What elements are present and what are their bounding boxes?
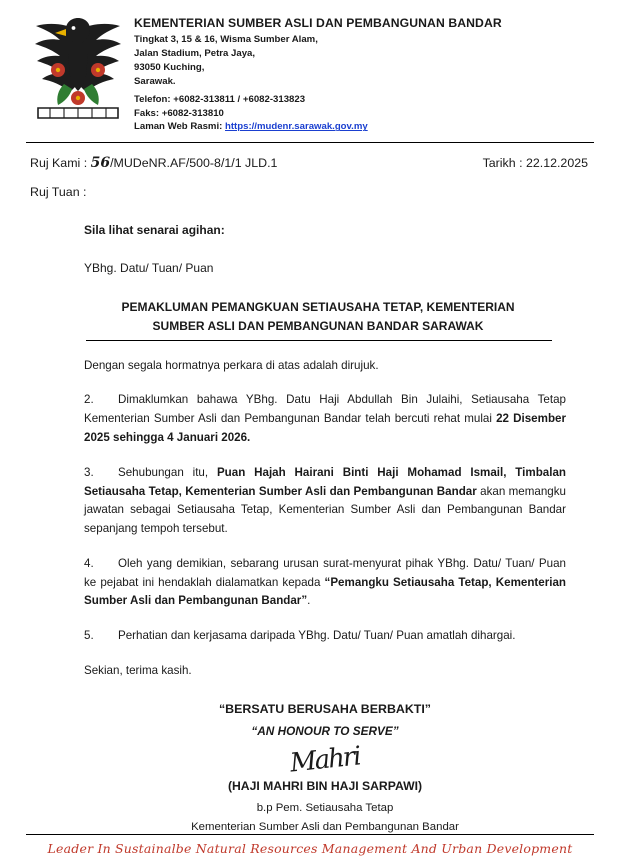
ruj-kami-handwritten-number: 56	[90, 155, 111, 172]
header-divider	[26, 142, 594, 143]
subject-line-2: SUMBER ASLI DAN PEMBANGUNAN BANDAR SARAWAK	[152, 319, 484, 334]
signature-mark-icon: Mahri	[288, 741, 362, 779]
letterhead	[26, 0, 594, 134]
phone-line: Telefon: +6082-313811 / +6082-313823	[134, 93, 306, 105]
footer-divider	[26, 834, 594, 835]
paragraph-4-text-a: Oleh yang demikian, sebarang urusan surat-menyurat pihak YBhg. Datu/ Tuan/ Puan ke pejabat ini hendaklah dialamatkan kepada	[84, 556, 566, 589]
paragraph-3-text-b: akan memangku jawatan sebagai Setiausaha Tetap, Kementerian Sumber Asli dan Pembangunan Bandar sepanjang tempoh tersebut.	[84, 484, 566, 536]
paragraph-4-number: 4.	[84, 556, 94, 570]
subject-line-1: PEMAKLUMAN PEMANGKUAN SETIAUSAHA TETAP, KEMENTERIAN	[121, 300, 515, 315]
fax-line: Faks: +6082-313810	[134, 107, 224, 119]
address-line-4: Sarawak.	[134, 75, 176, 87]
ruj-kami-value: /MUDeNR.AF/500-8/1/1 JLD.1	[110, 156, 278, 171]
paragraph-2-leave-period: 22 Disember 2025 sehingga 4 Januari 2026.	[84, 412, 566, 444]
your-reference: Ruj Tuan :	[30, 185, 87, 200]
paragraph-4-address-title: “Pemangku Setiausaha Tetap, Kementerian Sumber Asli dan Pembangunan Bandar”	[84, 575, 566, 608]
paragraph-5-text: Perhatian dan kerjasama daripada YBhg. Datu/ Tuan/ Puan amatlah dihargai.	[118, 629, 516, 643]
paragraph-3-acting-officer: Puan Hajah Hairani Binti Haji Mohamad Ismail, Timbalan Setiausaha Tetap, Kementerian Sumber Asli dan Pembangunan Bandar	[84, 465, 566, 498]
motto-english: “AN HONOUR TO SERVE”	[251, 723, 399, 738]
website-link[interactable]: https://mudenr.sarawak.gov.my	[225, 121, 368, 133]
signatory-organisation: Kementerian Sumber Asli dan Pembangunan Bandar	[191, 820, 459, 833]
paragraph-3	[84, 464, 566, 539]
ruj-kami-label: Ruj Kami :	[30, 156, 88, 171]
paragraph-5	[84, 627, 566, 646]
address-line-3: 93050 Kuching,	[134, 61, 205, 73]
address-line-1: Tingkat 3, 15 & 16, Wisma Sumber Alam,	[134, 34, 318, 45]
paragraph-3-number: 3.	[84, 465, 94, 479]
paragraph-2-number: 2.	[84, 393, 94, 407]
paragraph-1	[84, 357, 566, 376]
tarikh-value: 22.12.2025	[525, 156, 588, 171]
subject-title	[86, 298, 550, 336]
paragraph-2	[84, 391, 566, 447]
subject-underline	[86, 340, 552, 341]
footer-tagline: Leader In Sustainalbe Natural Resources Management And Urban Development	[47, 841, 573, 856]
sarawak-coat-of-arms-icon	[30, 10, 126, 120]
date-field	[483, 156, 588, 170]
closing-line: Sekian, terima kasih.	[84, 663, 192, 677]
website-label: Laman Web Rasmi:	[134, 121, 223, 133]
paragraph-4	[84, 555, 566, 611]
paragraph-4-text-b: .	[307, 594, 311, 608]
website-line	[134, 120, 502, 134]
paragraph-5-number: 5.	[84, 629, 94, 643]
page-footer	[0, 834, 620, 856]
signature-block	[84, 699, 566, 837]
our-reference	[30, 155, 277, 171]
signatory-role: b.p Pem. Setiausaha Tetap	[256, 801, 394, 814]
tarikh-label: Tarikh :	[482, 156, 523, 171]
salutation: YBhg. Datu/ Tuan/ Puan	[84, 260, 214, 275]
paragraph-2-text: Dimaklumkan bahawa YBhg. Datu Haji Abdullah Bin Julaihi, Setiausaha Tetap Kementerian Sumber Asli dan Pembangunan Bandar telah bercuti rehat mulai	[84, 393, 566, 426]
letter-body	[26, 221, 594, 836]
motto-malay: “BERSATU BERUSAHA BERBAKTI”	[218, 701, 432, 716]
address-line-2: Jalan Stadium, Petra Jaya,	[134, 47, 256, 59]
letterhead-text	[126, 10, 502, 134]
ministry-name: KEMENTERIAN SUMBER ASLI DAN PEMBANGUNAN BANDAR	[134, 16, 502, 30]
paragraph-3-text-a: Sehubungan itu,	[118, 465, 217, 479]
distribution-note: Sila lihat senarai agihan:	[84, 223, 225, 238]
paragraph-1-text: Dengan segala hormatnya perkara di atas adalah dirujuk.	[84, 358, 379, 372]
reference-row	[26, 155, 594, 171]
signatory-name: (HAJI MAHRI BIN HAJI SARPAWI)	[227, 778, 423, 793]
